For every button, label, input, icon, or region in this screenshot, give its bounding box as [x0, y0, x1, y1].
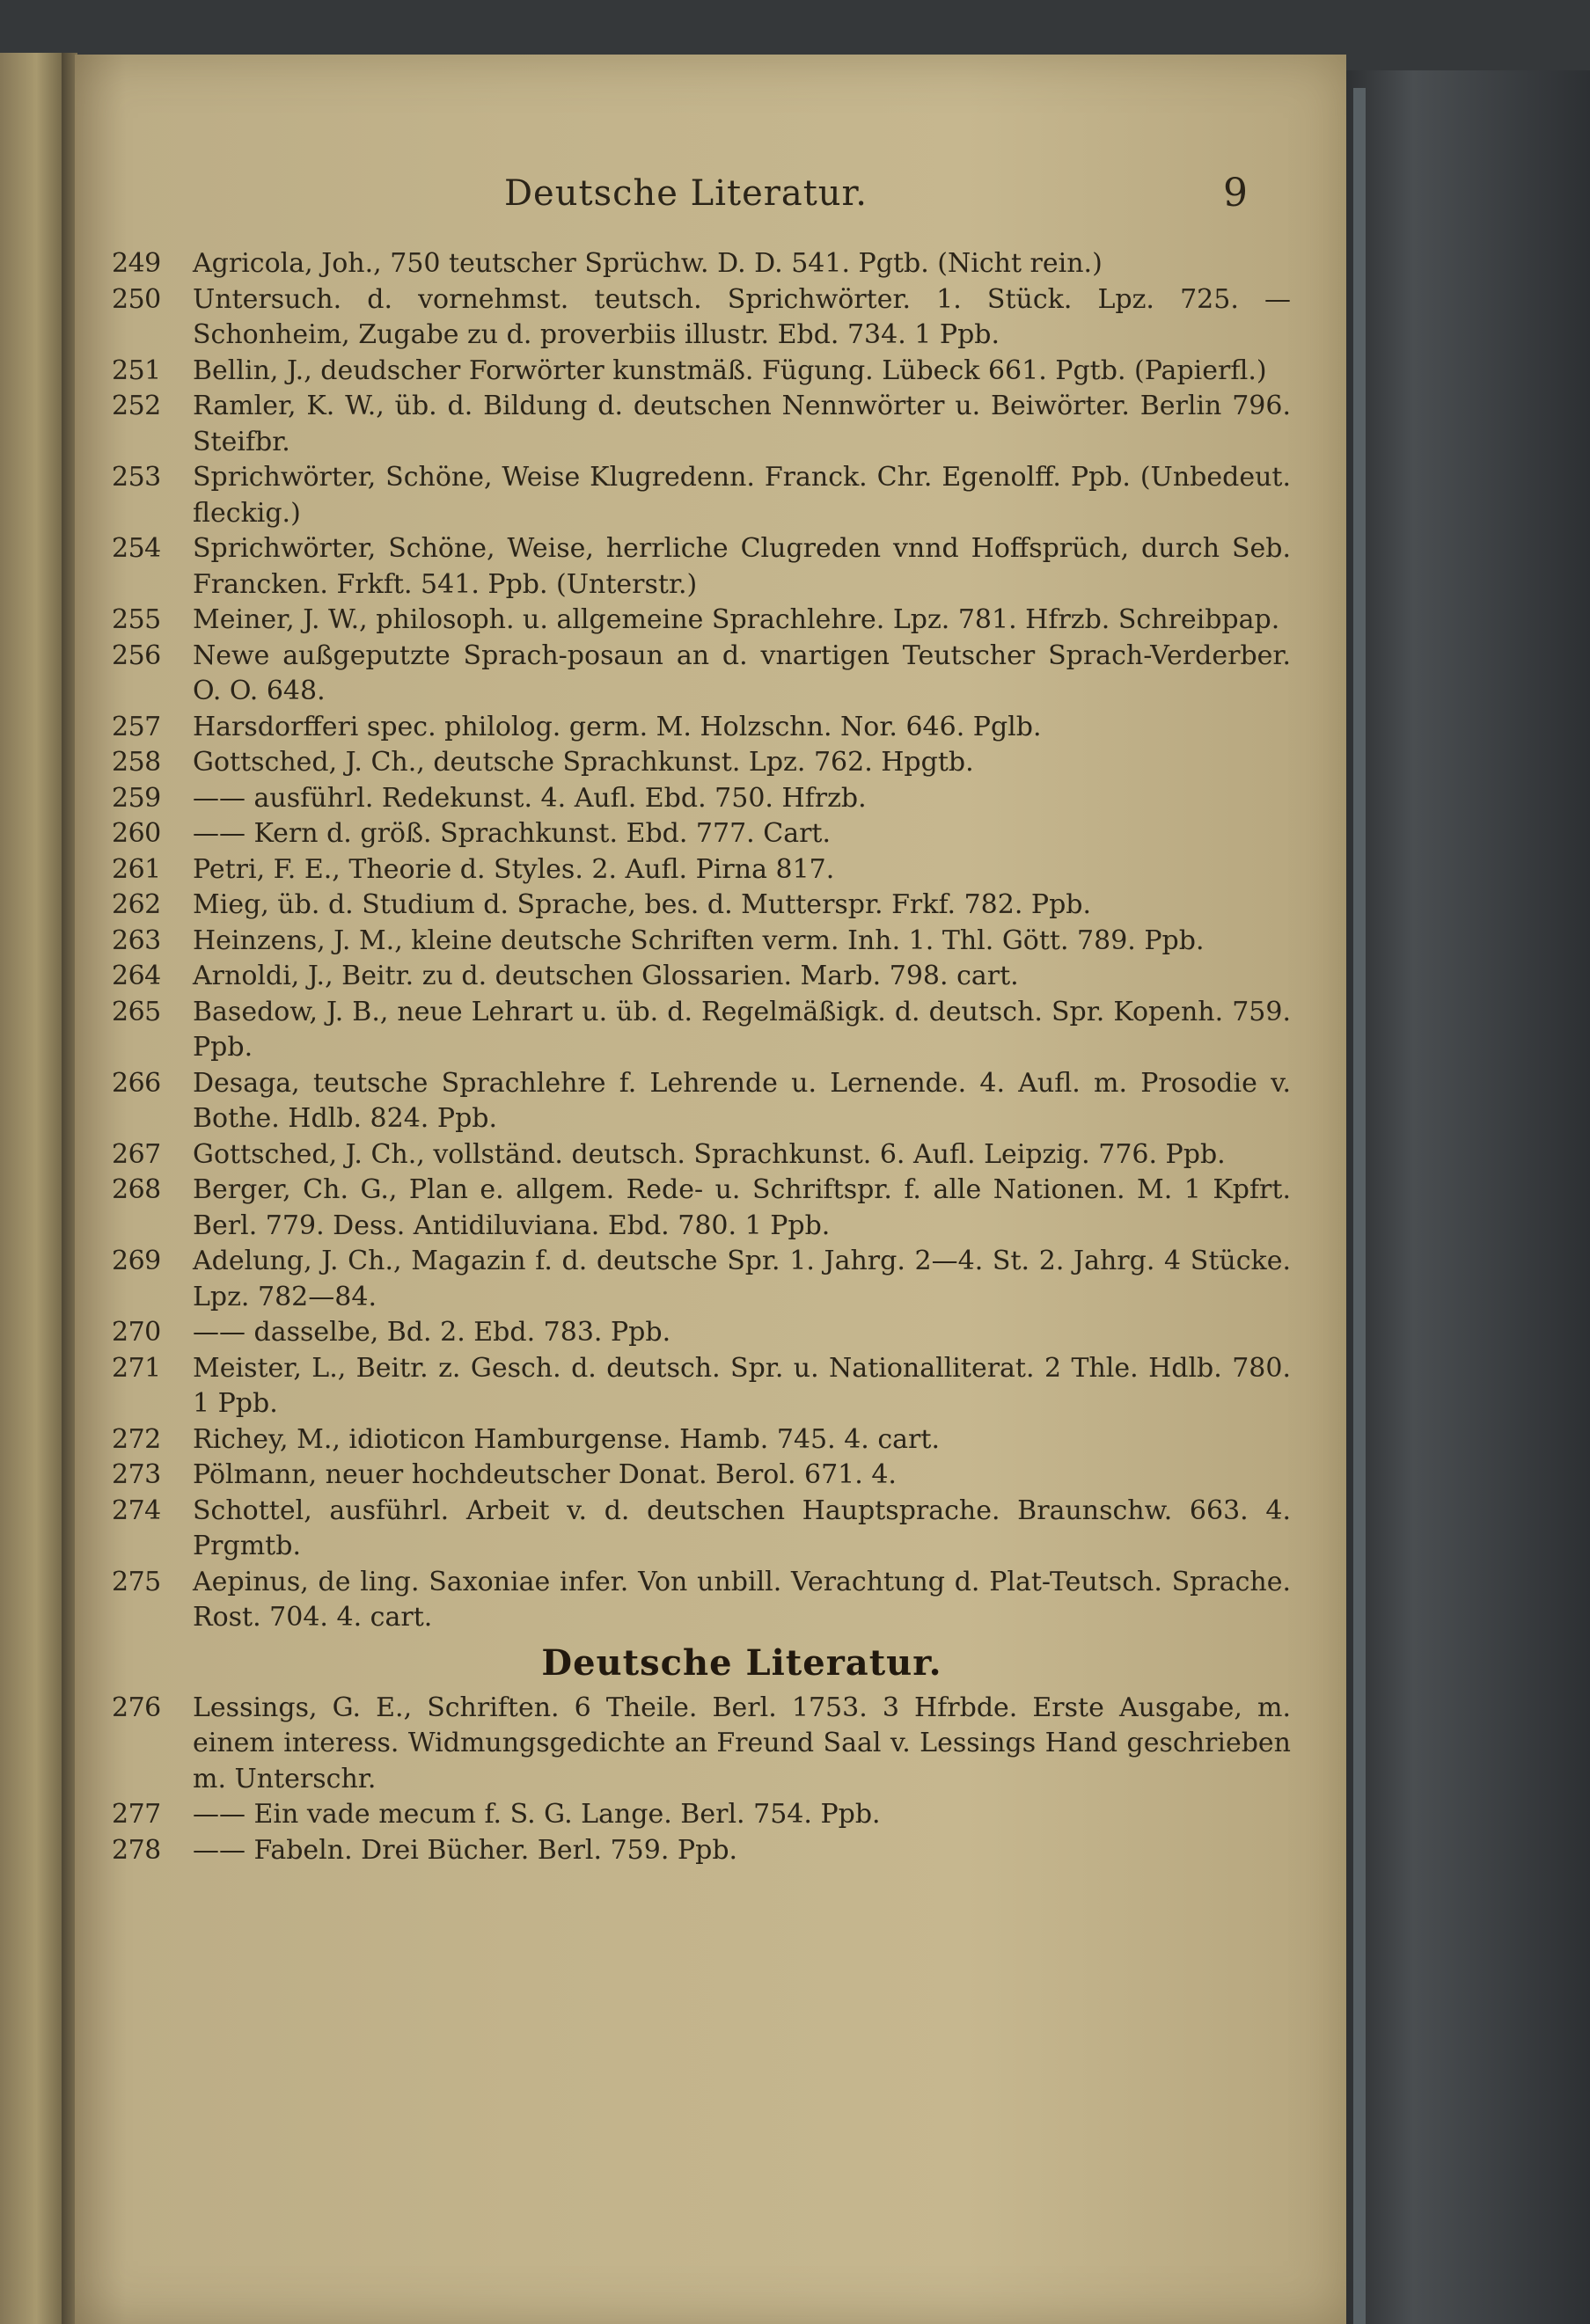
catalog-entry [112, 1494, 1291, 1565]
catalog-entry [112, 1565, 1291, 1636]
entry-text: Sprichwörter, Schöne, Weise, herrliche Clugreden vnnd Hoffsprüch, durch Seb. Francken. Frkft. 541. Ppb. (Unterstr.) [193, 533, 1291, 600]
entry-text: Petri, F. E., Theorie d. Styles. 2. Aufl. Pirna 817. [193, 853, 835, 885]
catalog-entry [112, 354, 1291, 390]
entry-number: 249 [112, 248, 161, 279]
entry-number: 275 [112, 1566, 161, 1597]
catalog-entry [112, 389, 1291, 460]
entry-text: Meiner, J. W., philosoph. u. allgemeine Sprachlehre. Lpz. 781. Hfrzb. Schreibpap. [193, 604, 1280, 635]
entry-text: Newe außgeputzte Sprach-posaun an d. vnartigen Teutscher Sprach-Verderber. O. O. 648. [193, 639, 1291, 706]
page-header [75, 167, 1346, 220]
entry-number: 267 [112, 1138, 161, 1170]
entry-number: 254 [112, 533, 161, 564]
entry-number: 258 [112, 747, 161, 778]
catalog-entry [112, 460, 1291, 531]
catalog-entry [112, 639, 1291, 710]
entry-number: 262 [112, 889, 161, 920]
entry-number: 257 [112, 711, 161, 742]
entry-text: Lessings, G. E., Schriften. 6 Theile. Berl. 1753. 3 Hfrbde. Erste Ausgabe, m. einem interess. Widmungsgedichte an Freund Saal v. Lessings Hand geschrieben m. Unterschr. [193, 1692, 1291, 1794]
entry-number: 253 [112, 462, 161, 493]
entry-text: Richey, M., idioticon Hamburgense. Hamb. 745. 4. cart. [193, 1423, 940, 1455]
entry-number: 251 [112, 354, 161, 386]
entry-list-linguistics [112, 246, 1291, 1636]
catalog-entry [112, 745, 1291, 781]
entry-text: Adelung, J. Ch., Magazin f. d. deutsche Spr. 1. Jahrg. 2—4. St. 2. Jahrg. 4 Stücke. Lpz. 782—84. [193, 1246, 1291, 1312]
catalog-entry [112, 282, 1291, 354]
catalog-entry [112, 603, 1291, 639]
catalog-entry [112, 1458, 1291, 1494]
page-number: 9 [1223, 171, 1248, 216]
entry-number: 268 [112, 1174, 161, 1205]
entry-number: 276 [112, 1692, 161, 1723]
entry-text: —— dasselbe, Bd. 2. Ebd. 783. Ppb. [193, 1317, 671, 1348]
entry-text: Aepinus, de ling. Saxoniae infer. Von unbill. Verachtung d. Plat-Teutsch. Sprache. Rost. 704. 4. cart. [193, 1566, 1291, 1633]
entry-text: Pölmann, neuer hochdeutscher Donat. Berol. 671. 4. [193, 1459, 897, 1490]
catalog-entry [112, 816, 1291, 852]
catalog-entry [112, 995, 1291, 1066]
entry-number: 250 [112, 283, 161, 315]
entry-text: Basedow, J. B., neue Lehrart u. üb. d. Regelmäßigk. d. deutsch. Spr. Kopenh. 759. Ppb. [193, 996, 1291, 1063]
catalog-entry [112, 531, 1291, 603]
entry-text: Ramler, K. W., üb. d. Bildung d. deutschen Nennwörter u. Beiwörter. Berlin 796. Steifbr. [193, 391, 1291, 457]
entry-number: 264 [112, 961, 161, 991]
entry-number: 255 [112, 604, 161, 635]
entry-number: 265 [112, 996, 161, 1027]
catalog-entry [112, 1422, 1291, 1458]
entry-text: Untersuch. d. vornehmst. teutsch. Sprichwörter. 1. Stück. Lpz. 725. — Schonheim, Zugabe zu d. proverbiis illustr. Ebd. 734. 1 Ppb. [193, 283, 1291, 350]
entry-number: 256 [112, 639, 161, 671]
entry-number: 273 [112, 1459, 161, 1490]
entry-text: Desaga, teutsche Sprachlehre f. Lehrende u. Lernende. 4. Aufl. m. Prosodie v. Bothe. Hdlb. 824. Ppb. [193, 1067, 1291, 1134]
catalog-entry [112, 959, 1291, 995]
catalog-entry [112, 246, 1291, 282]
entry-text: Gottsched, J. Ch., vollständ. deutsch. Sprachkunst. 6. Aufl. Leipzig. 776. Ppb. [193, 1138, 1226, 1170]
entry-text: —— Fabeln. Drei Bücher. Berl. 759. Ppb. [193, 1834, 738, 1866]
catalog-entry [112, 1351, 1291, 1422]
catalog-entry [112, 1833, 1291, 1869]
entry-text: Arnoldi, J., Beitr. zu d. deutschen Glossarien. Marb. 798. cart. [193, 961, 1019, 991]
entry-number: 252 [112, 391, 161, 421]
entry-number: 270 [112, 1317, 161, 1348]
entry-text: —— ausführl. Redekunst. 4. Aufl. Ebd. 750. Hfrzb. [193, 782, 867, 814]
entry-number: 259 [112, 782, 161, 814]
section-heading: Deutsche Literatur. [541, 1641, 942, 1684]
entry-text: Harsdorfferi spec. philolog. germ. M. Holzschn. Nor. 646. Pglb. [193, 711, 1042, 742]
entry-number: 269 [112, 1246, 161, 1276]
entry-text: Mieg, üb. d. Studium d. Sprache, bes. d. Mutterspr. Frkf. 782. Ppb. [193, 889, 1092, 920]
catalog-entries [112, 246, 1291, 1868]
catalog-entry [112, 924, 1291, 960]
entry-text: —— Kern d. größ. Sprachkunst. Ebd. 777. Cart. [193, 818, 832, 849]
entry-number: 266 [112, 1067, 161, 1099]
entry-number: 278 [112, 1834, 161, 1866]
entry-text: —— Ein vade mecum f. S. G. Lange. Berl. 754. Ppb. [193, 1799, 881, 1830]
catalog-entry [112, 1315, 1291, 1351]
book-page [75, 55, 1346, 2324]
entry-number: 271 [112, 1352, 161, 1384]
catalog-entry [112, 1691, 1291, 1798]
entry-number: 272 [112, 1423, 161, 1455]
catalog-entry [112, 1137, 1291, 1173]
entry-text: Bellin, J., deudscher Forwörter kunstmäß. Fügung. Lübeck 661. Pgtb. (Papierfl.) [193, 354, 1267, 386]
entry-list-literature [112, 1691, 1291, 1869]
entry-text: Schottel, ausführl. Arbeit v. d. deutschen Hauptsprache. Braunschw. 663. 4. Prgmtb. [193, 1495, 1291, 1561]
catalog-entry [112, 852, 1291, 888]
entry-text: Gottsched, J. Ch., deutsche Sprachkunst. Lpz. 762. Hpgtb. [193, 747, 974, 778]
entry-text: Meister, L., Beitr. z. Gesch. d. deutsch. Spr. u. Nationalliterat. 2 Thle. Hdlb. 780. 1 Ppb. [193, 1352, 1291, 1419]
entry-text: Agricola, Joh., 750 teutscher Sprüchw. D. D. 541. Pgtb. (Nicht rein.) [193, 248, 1103, 279]
running-head: Deutsche Literatur. [503, 173, 868, 214]
entry-number: 274 [112, 1495, 161, 1526]
catalog-entry [112, 781, 1291, 817]
catalog-entry [112, 1066, 1291, 1137]
entry-number: 261 [112, 853, 161, 885]
catalog-entry [112, 1173, 1291, 1244]
catalog-entry [112, 1244, 1291, 1315]
entry-number: 260 [112, 818, 161, 849]
book-binding [1337, 70, 1590, 2324]
binding-stripe [1353, 88, 1366, 2324]
entry-text: Heinzens, J. M., kleine deutsche Schriften verm. Inh. 1. Thl. Gött. 789. Ppb. [193, 924, 1205, 956]
catalog-entry [112, 710, 1291, 746]
entry-text: Sprichwörter, Schöne, Weise Klugredenn. Franck. Chr. Egenolff. Ppb. (Unbedeut. fleckig.) [193, 462, 1291, 529]
entry-number: 277 [112, 1799, 161, 1830]
catalog-entry [112, 888, 1291, 924]
previous-page-edge [0, 53, 66, 2324]
catalog-entry [112, 1797, 1291, 1833]
entry-text: Berger, Ch. G., Plan e. allgem. Rede- u. Schriftspr. f. alle Nationen. M. 1 Kpfrt. Berl. 779. Dess. Antidiluviana. Ebd. 780. 1 Ppb. [193, 1174, 1291, 1241]
entry-number: 263 [112, 924, 161, 956]
